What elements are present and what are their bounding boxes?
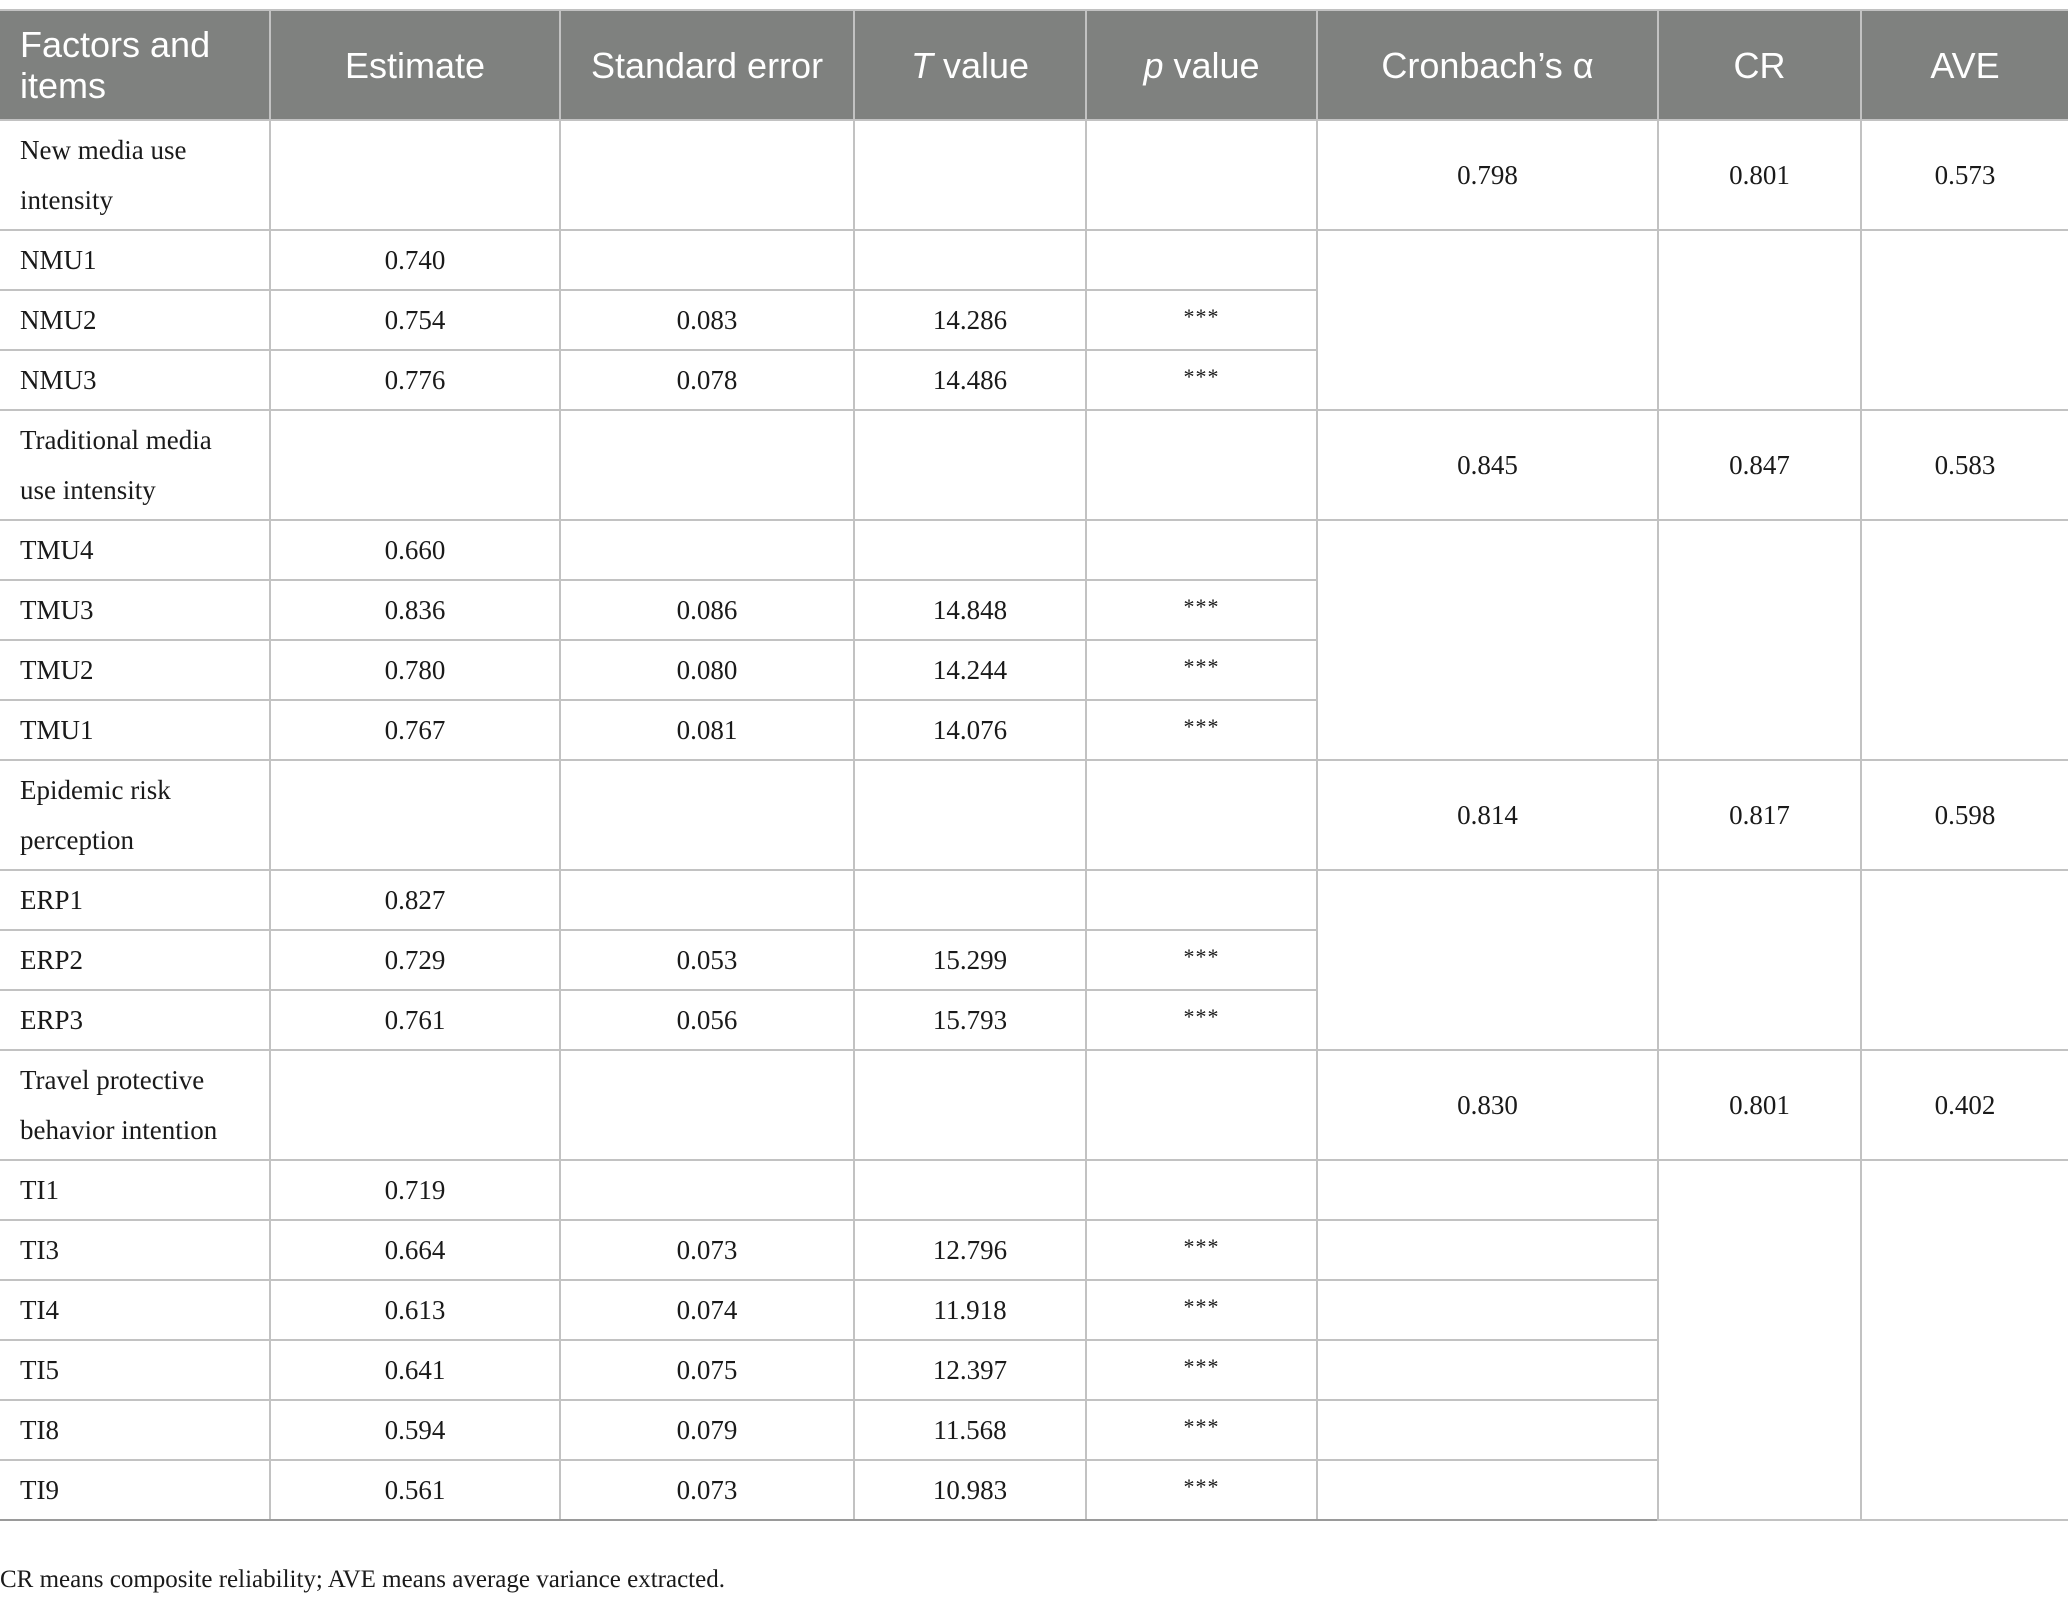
t-value: 12.397 [854,1340,1086,1400]
significance-stars: *** [1183,1473,1220,1499]
item-name: TMU2 [0,640,270,700]
estimate-value: 0.780 [270,640,560,700]
factor-label: New media use intensity [0,120,270,230]
factor-label: Travel protective behavior intention [0,1050,270,1160]
significance-stars: *** [1183,1293,1220,1319]
significance-stars: *** [1183,713,1220,739]
empty-cell [1317,1400,1658,1460]
estimate-value: 0.664 [270,1220,560,1280]
table-body [0,120,2068,1520]
empty-cell [1317,1220,1658,1280]
standard-error-value: 0.073 [560,1220,854,1280]
empty-cell [854,120,1086,230]
ave-span-cell [1861,1160,2068,1520]
significance-stars: *** [1183,593,1220,619]
header-standard-error: Standard error [560,10,854,120]
empty-cell [560,1050,854,1160]
ave-value: 0.583 [1861,410,2068,520]
estimate-value: 0.776 [270,350,560,410]
cr-value: 0.817 [1658,760,1861,870]
t-value [854,520,1086,580]
cr-span-cell [1658,520,1861,760]
empty-cell [1317,1160,1658,1220]
t-value: 15.299 [854,930,1086,990]
t-value: 14.076 [854,700,1086,760]
estimate-value: 0.719 [270,1160,560,1220]
estimate-value: 0.740 [270,230,560,290]
estimate-value: 0.827 [270,870,560,930]
header-cr: CR [1658,10,1861,120]
empty-cell [1086,410,1317,520]
t-value: 14.848 [854,580,1086,640]
factor-row [0,1050,2068,1160]
t-value: 11.568 [854,1400,1086,1460]
t-value: 12.796 [854,1220,1086,1280]
t-value [854,870,1086,930]
empty-cell [1317,1460,1658,1520]
cr-value: 0.847 [1658,410,1861,520]
significance-stars: *** [1183,1003,1220,1029]
cronbach-alpha-value: 0.845 [1317,410,1658,520]
standard-error-value: 0.073 [560,1460,854,1520]
estimate-value: 0.561 [270,1460,560,1520]
p-value [1086,930,1317,990]
item-name: ERP1 [0,870,270,930]
item-name: TI1 [0,1160,270,1220]
p-value [1086,1340,1317,1400]
empty-cell [270,1050,560,1160]
standard-error-value [560,230,854,290]
empty-cell [1086,1050,1317,1160]
t-value: 10.983 [854,1460,1086,1520]
standard-error-value: 0.053 [560,930,854,990]
results-table-container [0,9,2068,1521]
header-cronbach-alpha: Cronbach’s α [1317,10,1658,120]
p-value [1086,1280,1317,1340]
cronbach-alpha-value: 0.798 [1317,120,1658,230]
ave-value: 0.402 [1861,1050,2068,1160]
cr-value: 0.801 [1658,1050,1861,1160]
header-t-value [854,10,1086,120]
t-value: 14.486 [854,350,1086,410]
cr-value: 0.801 [1658,120,1861,230]
estimate-value: 0.767 [270,700,560,760]
standard-error-value [560,870,854,930]
empty-cell [270,410,560,520]
empty-cell [1317,1340,1658,1400]
cr-span-cell [1658,870,1861,1050]
item-name: TMU1 [0,700,270,760]
standard-error-value: 0.080 [560,640,854,700]
empty-cell [560,760,854,870]
factor-row [0,410,2068,520]
item-row [0,230,2068,290]
p-value [1086,290,1317,350]
cronbach-alpha-value: 0.830 [1317,1050,1658,1160]
item-name: NMU1 [0,230,270,290]
cronbach-span-cell [1317,230,1658,410]
t-value-suffix: value [932,44,1030,86]
p-value [1086,1160,1317,1220]
estimate-value: 0.660 [270,520,560,580]
empty-cell [854,410,1086,520]
p-value [1086,640,1317,700]
item-name: ERP2 [0,930,270,990]
p-value [1086,1400,1317,1460]
p-value [1086,350,1317,410]
item-row [0,520,2068,580]
p-value-suffix: value [1163,44,1260,86]
estimate-value: 0.641 [270,1340,560,1400]
empty-cell [560,120,854,230]
item-name: TI4 [0,1280,270,1340]
ave-value: 0.598 [1861,760,2068,870]
header-ave: AVE [1861,10,2068,120]
estimate-value: 0.613 [270,1280,560,1340]
item-name: TMU4 [0,520,270,580]
header-estimate: Estimate [270,10,560,120]
significance-stars: *** [1183,1233,1220,1259]
estimate-value: 0.836 [270,580,560,640]
p-value [1086,520,1317,580]
estimate-value: 0.594 [270,1400,560,1460]
item-name: NMU2 [0,290,270,350]
cr-span-cell [1658,1160,1861,1520]
p-letter: p [1143,44,1164,86]
empty-cell [270,120,560,230]
standard-error-value: 0.081 [560,700,854,760]
factor-label: Epidemic risk perception [0,760,270,870]
p-value [1086,870,1317,930]
cronbach-alpha-value: 0.814 [1317,760,1658,870]
empty-cell [1317,1280,1658,1340]
significance-stars: *** [1183,943,1220,969]
significance-stars: *** [1183,1353,1220,1379]
significance-stars: *** [1183,653,1220,679]
cronbach-span-cell [1317,870,1658,1050]
significance-stars: *** [1183,1413,1220,1439]
standard-error-value: 0.075 [560,1340,854,1400]
ave-value: 0.573 [1861,120,2068,230]
factor-loadings-table [0,9,2068,1521]
ave-span-cell [1861,230,2068,410]
t-value [854,230,1086,290]
item-name: NMU3 [0,350,270,410]
standard-error-value: 0.056 [560,990,854,1050]
standard-error-value: 0.079 [560,1400,854,1460]
ave-span-cell [1861,870,2068,1050]
item-name: TI5 [0,1340,270,1400]
significance-stars: *** [1183,303,1220,329]
standard-error-value [560,1160,854,1220]
item-name: ERP3 [0,990,270,1050]
significance-stars: *** [1183,363,1220,389]
estimate-value: 0.761 [270,990,560,1050]
empty-cell [270,760,560,870]
p-value [1086,1220,1317,1280]
cr-span-cell [1658,230,1861,410]
estimate-value: 0.754 [270,290,560,350]
standard-error-value: 0.083 [560,290,854,350]
empty-cell [560,410,854,520]
factor-row [0,760,2068,870]
standard-error-value: 0.074 [560,1280,854,1340]
empty-cell [854,1050,1086,1160]
p-value [1086,580,1317,640]
cronbach-span-cell [1317,520,1658,760]
standard-error-value: 0.086 [560,580,854,640]
header-p-value [1086,10,1317,120]
table-header-row [0,10,2068,120]
t-value: 14.244 [854,640,1086,700]
item-row [0,870,2068,930]
item-name: TI9 [0,1460,270,1520]
item-row [0,1160,2068,1220]
t-letter: T [910,44,933,86]
standard-error-value: 0.078 [560,350,854,410]
t-value: 15.793 [854,990,1086,1050]
empty-cell [1086,760,1317,870]
p-value [1086,1460,1317,1520]
item-name: TMU3 [0,580,270,640]
header-factors-items: Factors and items [0,10,270,120]
empty-cell [1086,120,1317,230]
item-name: TI3 [0,1220,270,1280]
estimate-value: 0.729 [270,930,560,990]
empty-cell [854,760,1086,870]
standard-error-value [560,520,854,580]
ave-span-cell [1861,520,2068,760]
t-value: 11.918 [854,1280,1086,1340]
item-name: TI8 [0,1400,270,1460]
factor-label: Traditional media use intensity [0,410,270,520]
factor-row [0,120,2068,230]
t-value: 14.286 [854,290,1086,350]
p-value [1086,700,1317,760]
p-value [1086,990,1317,1050]
p-value [1086,230,1317,290]
table-footnote: CR means composite reliability; AVE means average variance extracted. [0,1566,725,1593]
t-value [854,1160,1086,1220]
